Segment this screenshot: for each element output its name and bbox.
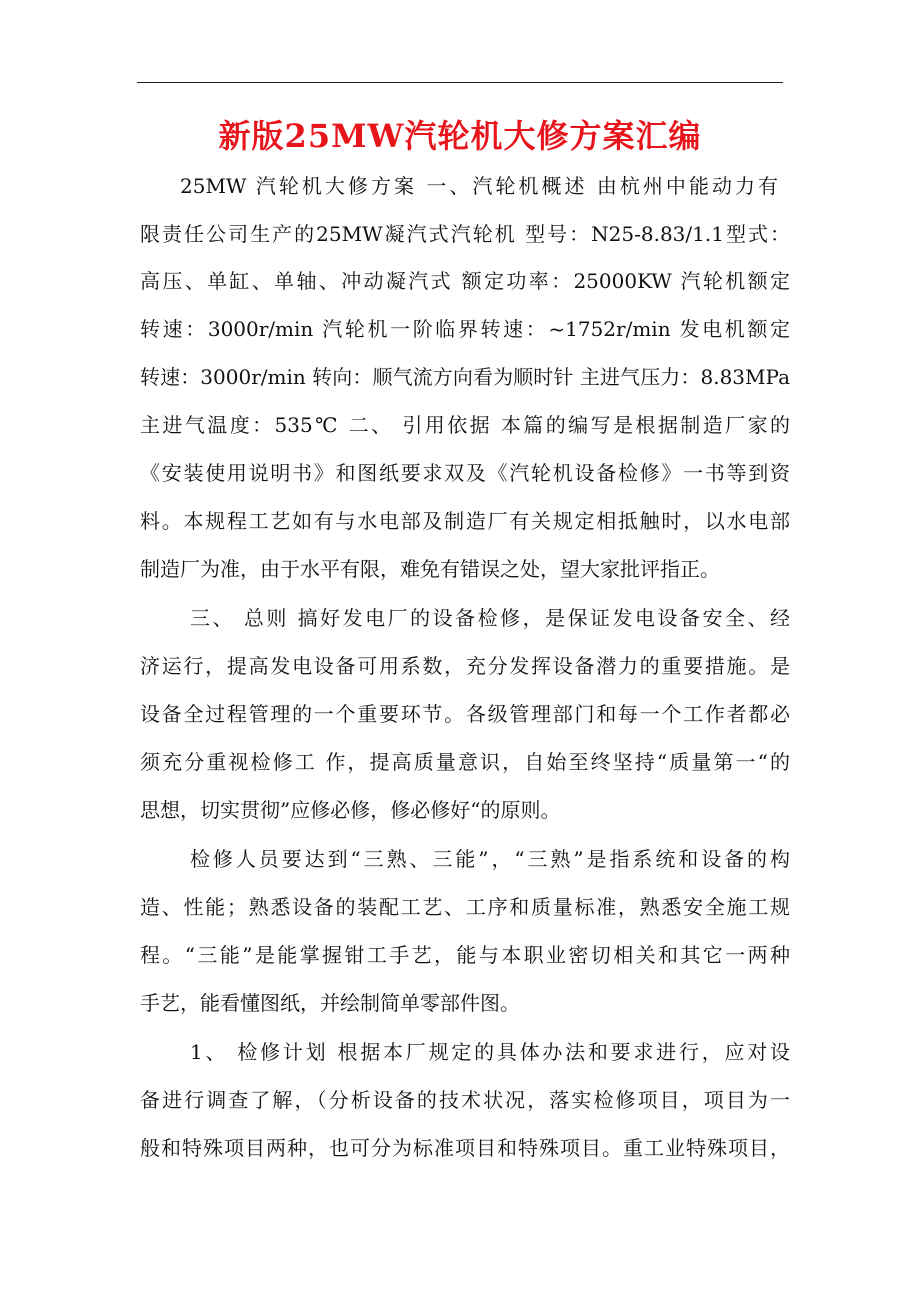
text-line: 主进气温度：535℃ 二、 引用依据 本篇的编写是根据制造厂家的 [140, 413, 790, 437]
document-title: 新版25MW汽轮机大修方案汇编 [218, 117, 702, 155]
text-line: 三、 总则 搞好发电厂的设备检修，是保证发电设备安全、经 [190, 606, 790, 630]
text-line: 手艺，能看懂图纸，并绘制简单零部件图。 [140, 991, 520, 1015]
text-line: 25MW 汽轮机大修方案 一、汽轮机概述 由杭州中能动力有 [180, 174, 778, 198]
text-line: 设备全过程管理的一个重要环节。各级管理部门和每一个工作者都必 [140, 702, 790, 726]
text-line: 转速：3000r/min 转向：顺气流方向看为顺时针 主进气压力：8.83MPa [140, 365, 790, 389]
text-line: 备进行调查了解，（分析设备的技术状况，落实检修项目，项目为一 [140, 1088, 790, 1112]
text-line: 制造厂为准，由于水平有限，难免有错误之处，望大家批评指正。 [140, 557, 720, 581]
text-line: 般和特殊项目两种，也可分为标准项目和特殊项目。重工业特殊项目， [140, 1136, 790, 1160]
header-rule [137, 82, 783, 83]
text-line: 限责任公司生产的25MW凝汽式汽轮机 型号：N25-8.83/1.1型式： [140, 222, 790, 246]
text-line: 济运行，提高发电设备可用系数，充分发挥设备潜力的重要措施。是 [140, 654, 790, 678]
text-line: 造、性能；熟悉设备的装配工艺、工序和质量标准，熟悉安全施工规 [140, 895, 790, 919]
text-line: 程。“三能”是能掌握钳工手艺，能与本职业密切相关和其它一两种 [140, 943, 790, 967]
text-line: 1、 检修计划 根据本厂规定的具体办法和要求进行，应对设 [190, 1040, 790, 1064]
text-line: 转速：3000r/min 汽轮机一阶临界转速：~1752r/min 发电机额定 [140, 317, 790, 341]
text-line: 须充分重视检修工 作，提高质量意识，自始至终坚持“质量第一“的 [140, 750, 790, 774]
text-line: 思想，切实贯彻”应修必修，修必修好“的原则。 [140, 798, 561, 822]
text-line: 高压、单缸、单轴、冲动凝汽式 额定功率：25000KW 汽轮机额定 [140, 269, 790, 293]
text-line: 检修人员要达到“三熟、三能”，“三熟”是指系统和设备的构 [190, 847, 790, 871]
text-line: 《安装使用说明书》和图纸要求双及《汽轮机设备检修》一书等到资 [140, 461, 790, 485]
text-line: 料。本规程工艺如有与水电部及制造厂有关规定相抵触时，以水电部 [140, 509, 790, 533]
